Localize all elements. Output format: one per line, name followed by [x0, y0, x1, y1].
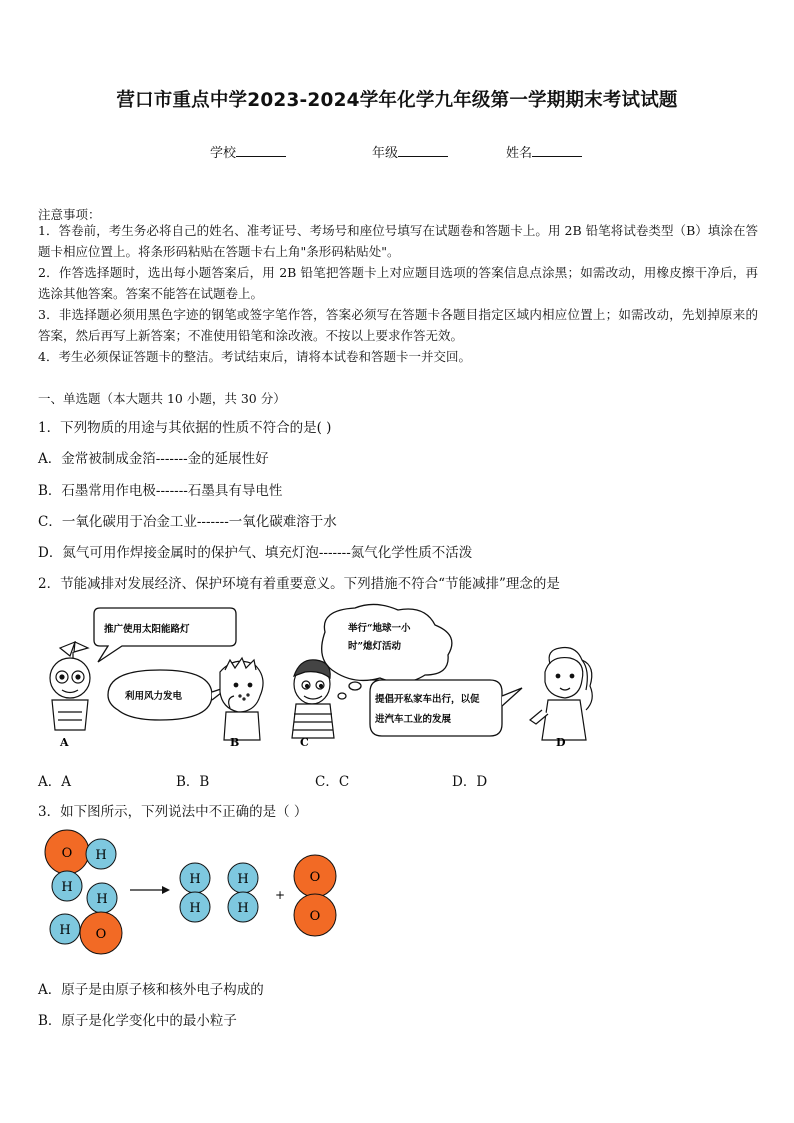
- atom-label-o: O: [309, 909, 321, 924]
- bubble-a-text: 推广使用太阳能路灯: [104, 624, 190, 635]
- bubble-c-dot-2: [338, 693, 346, 699]
- figure-label-a: A: [60, 736, 69, 749]
- bubble-b-text: 利用风力发电: [125, 691, 183, 702]
- q2-option-d: D．D: [452, 774, 488, 790]
- grade-label: 年级: [372, 146, 399, 161]
- q2-option-b: B．B: [176, 774, 210, 790]
- bubble-c-dot-1: [349, 682, 361, 690]
- q2-option-a: A．A: [38, 774, 71, 790]
- q1-stem: 1．下列物质的用途与其依据的性质不符合的是( ): [38, 420, 332, 436]
- name-blank: [532, 144, 582, 157]
- q1-option-b: B．石墨常用作电极-------石墨具有导电性: [38, 483, 283, 499]
- figure-label-c: C: [300, 736, 309, 749]
- bubble-c-text-1: 举行“地球一小: [348, 623, 411, 634]
- atom-label-h: H: [96, 892, 108, 907]
- q1-option-d: D．氮气可用作焊接金属时的保护气、填充灯泡-------氮气化学性质不活泼: [38, 545, 473, 561]
- character-a-icon: [50, 642, 90, 730]
- school-blank: [236, 144, 286, 157]
- atom-label-h: H: [95, 848, 107, 863]
- plus-sign: +: [275, 888, 286, 902]
- atom-label-h: H: [237, 872, 249, 887]
- character-d-icon: [530, 648, 592, 741]
- section-heading: 一、单选题（本大题共 10 小题，共 30 分）: [38, 391, 286, 406]
- bubble-c-text-2: 时”熄灯活动: [348, 641, 401, 652]
- atom-label-o: O: [95, 927, 107, 942]
- note-3: 3．非选择题必须用黑色字迹的钢笔或签字笔作答，答案必须写在答题卡各题目指定区域内相应位置上；如需改动，先划掉原来的答案，然后再写上新答案；不准使用铅笔和涂改液。不按以上要求作答无效。: [38, 307, 758, 343]
- note-4: 4．考生必须保证答题卡的整洁。考试结束后，请将本试卷和答题卡一并交回。: [38, 349, 471, 364]
- q3-figure: [40, 826, 360, 956]
- grade-field: [372, 142, 448, 161]
- q3-stem: 3．如下图所示，下列说法中不正确的是（ ）: [38, 804, 308, 820]
- name-field: [506, 142, 582, 161]
- figure-label-b: B: [230, 736, 240, 749]
- grade-blank: [398, 144, 448, 157]
- q2-figure: [30, 600, 610, 755]
- atom-label-h: H: [61, 880, 73, 895]
- q2-option-c: C．C: [315, 774, 350, 790]
- character-b-icon: [220, 658, 263, 740]
- q1-option-c: C．一氧化碳用于冶金工业-------一氧化碳难溶于水: [38, 514, 337, 530]
- q2-stem: 2．节能减排对发展经济、保护环境有着重要意义。下列措施不符合“节能减排”理念的是: [38, 576, 560, 592]
- character-c-icon: [292, 660, 334, 738]
- bubble-a-shape: [94, 608, 236, 662]
- school-label: 学校: [210, 146, 237, 161]
- bubble-d-text-1: 提倡开私家车出行，以促: [375, 694, 480, 705]
- page-title: 营口市重点中学2023-2024学年化学九年级第一学期期末考试试题: [116, 90, 678, 111]
- atom-label-o: O: [61, 846, 73, 861]
- note-1: 1．答卷前，考生务必将自己的姓名、准考证号、考场号和座位号填写在试题卷和答题卡上。用 2B 铅笔将试卷类型（B）填涂在答题卡相应位置上。将条形码粘贴在答题卡右上角"条形码粘贴处"。: [38, 223, 758, 259]
- reaction-arrowhead-icon: [162, 886, 170, 894]
- atom-label-h: H: [189, 901, 201, 916]
- notes-heading: 注意事项：: [38, 207, 101, 222]
- bubble-d-text-2: 进汽车工业的发展: [375, 714, 452, 725]
- bubble-d-shape: [370, 680, 502, 736]
- atom-label-h: H: [237, 901, 249, 916]
- q1-option-a: A．金常被制成金箔-------金的延展性好: [38, 451, 269, 467]
- q3-option-a: A．原子是由原子核和核外电子构成的: [38, 982, 264, 998]
- name-label: 姓名: [506, 146, 533, 161]
- note-2: 2．作答选择题时，选出每小题答案后，用 2B 铅笔把答题卡上对应题目选项的答案信息点涂黑；如需改动，用橡皮擦干净后，再选涂其他答案。答案不能答在试题卷上。: [38, 265, 758, 301]
- bubble-d-tail: [502, 688, 522, 706]
- atom-label-h: H: [59, 923, 71, 938]
- figure-label-d: D: [556, 736, 566, 749]
- school-field: [210, 142, 286, 161]
- q3-option-b: B．原子是化学变化中的最小粒子: [38, 1013, 237, 1029]
- atom-label-h: H: [189, 872, 201, 887]
- atom-label-o: O: [309, 870, 321, 885]
